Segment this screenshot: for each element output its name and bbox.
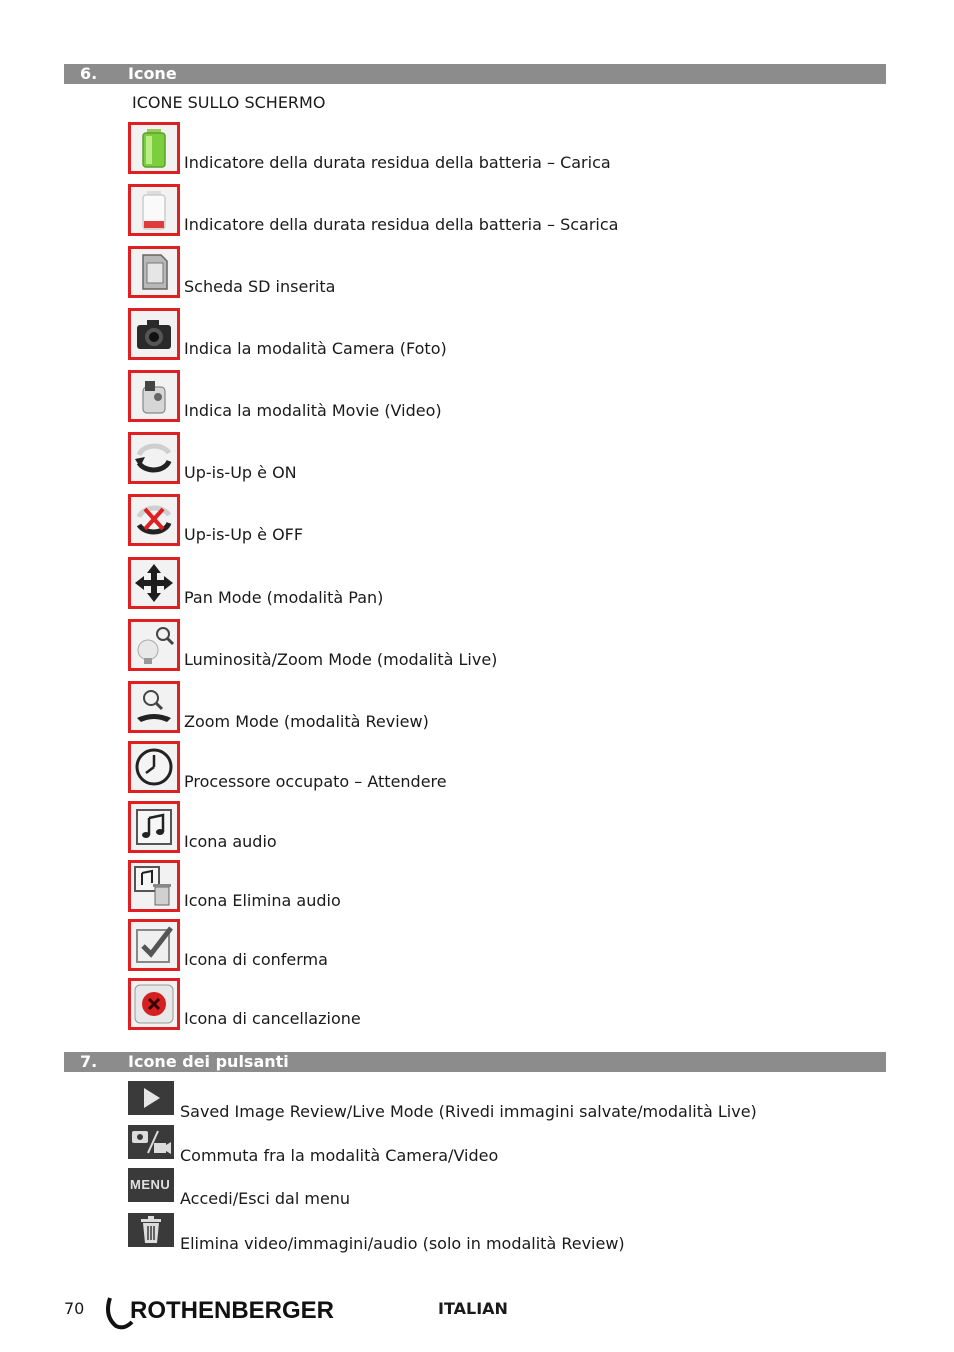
language-label: ITALIAN: [438, 1299, 508, 1318]
icon-description: Scheda SD inserita: [184, 277, 336, 296]
trash-icon: [128, 1213, 174, 1247]
icon-row-cancel: [128, 978, 888, 1030]
icon-row-zoom-review: [128, 681, 888, 733]
icon-row-delete-audio: [128, 860, 888, 912]
section-number: 7.: [80, 1052, 98, 1071]
icon-row-battery-empty: [128, 184, 888, 236]
play-icon: [128, 1081, 174, 1115]
brightness-zoom-icon: [128, 619, 180, 671]
icon-description: Indica la modalità Camera (Foto): [184, 339, 447, 358]
icon-description: Indicatore della durata residua della batteria – Scarica: [184, 215, 619, 234]
button-description: Saved Image Review/Live Mode (Rivedi immagini salvate/modalità Live): [180, 1102, 757, 1121]
icon-description: Icona di conferma: [184, 950, 328, 969]
icon-row-video-camera: [128, 370, 888, 422]
section-title: Icone: [128, 64, 177, 83]
cancel-icon: [128, 978, 180, 1030]
audio-note-icon: [128, 801, 180, 853]
icon-row-brightness-zoom: [128, 619, 888, 671]
icon-description: Processore occupato – Attendere: [184, 772, 447, 791]
section-header-7: [64, 1052, 886, 1072]
icon-description: Icona di cancellazione: [184, 1009, 361, 1028]
section-number: 6.: [80, 64, 98, 83]
sd-card-icon: [128, 246, 180, 298]
icon-row-pan-mode: [128, 557, 888, 609]
icon-row-up-is-up-on: [128, 432, 888, 484]
camera-video-switch-icon: [128, 1125, 174, 1159]
pan-arrows-icon: [128, 557, 180, 609]
icon-row-processing: [128, 741, 888, 793]
svg-text:ROTHENBERGER: ROTHENBERGER: [130, 1297, 335, 1324]
icon-row-audio: [128, 801, 888, 853]
menu-label: MENU: [130, 1177, 171, 1192]
page-number: 70: [64, 1299, 85, 1318]
icon-description: Zoom Mode (modalità Review): [184, 712, 429, 731]
icon-row-camera: [128, 308, 888, 360]
icon-description: Icona Elimina audio: [184, 891, 341, 910]
button-description: Commuta fra la modalità Camera/Video: [180, 1146, 499, 1165]
icon-description: Up-is-Up è ON: [184, 463, 297, 482]
rotate-off-icon: [128, 494, 180, 546]
icon-row-up-is-up-off: [128, 494, 888, 546]
icon-row-battery-full: [128, 122, 888, 174]
rotate-on-icon: [128, 432, 180, 484]
icon-description: Indica la modalità Movie (Video): [184, 401, 442, 420]
section-header-6: [64, 64, 886, 84]
zoom-review-icon: [128, 681, 180, 733]
menu-icon: [128, 1168, 174, 1202]
icon-row-confirm: [128, 919, 888, 971]
icon-description: Icona audio: [184, 832, 277, 851]
icon-description: Up-is-Up è OFF: [184, 525, 304, 544]
delete-audio-icon: [128, 860, 180, 912]
icon-description: Luminosità/Zoom Mode (modalità Live): [184, 650, 498, 669]
button-description: Accedi/Esci dal menu: [180, 1189, 351, 1208]
clock-icon: [128, 741, 180, 793]
button-row-menu: [128, 1168, 888, 1208]
battery-full-icon: [128, 122, 180, 174]
subheading: ICONE SULLO SCHERMO: [132, 93, 326, 112]
button-row-camera-video: [128, 1125, 888, 1165]
button-row-trash: [128, 1213, 888, 1253]
icon-description: Pan Mode (modalità Pan): [184, 588, 384, 607]
section-title: Icone dei pulsanti: [128, 1052, 289, 1071]
button-description: Elimina video/immagini/audio (solo in modalità Review): [180, 1234, 625, 1253]
icon-row-sd-card: [128, 246, 888, 298]
video-camera-icon: [128, 370, 180, 422]
icon-description: Indicatore della durata residua della batteria – Carica: [184, 153, 611, 172]
button-row-play: [128, 1081, 888, 1121]
checkmark-icon: [128, 919, 180, 971]
battery-empty-icon: [128, 184, 180, 236]
rothenberger-logo: [104, 1292, 354, 1332]
camera-icon: [128, 308, 180, 360]
